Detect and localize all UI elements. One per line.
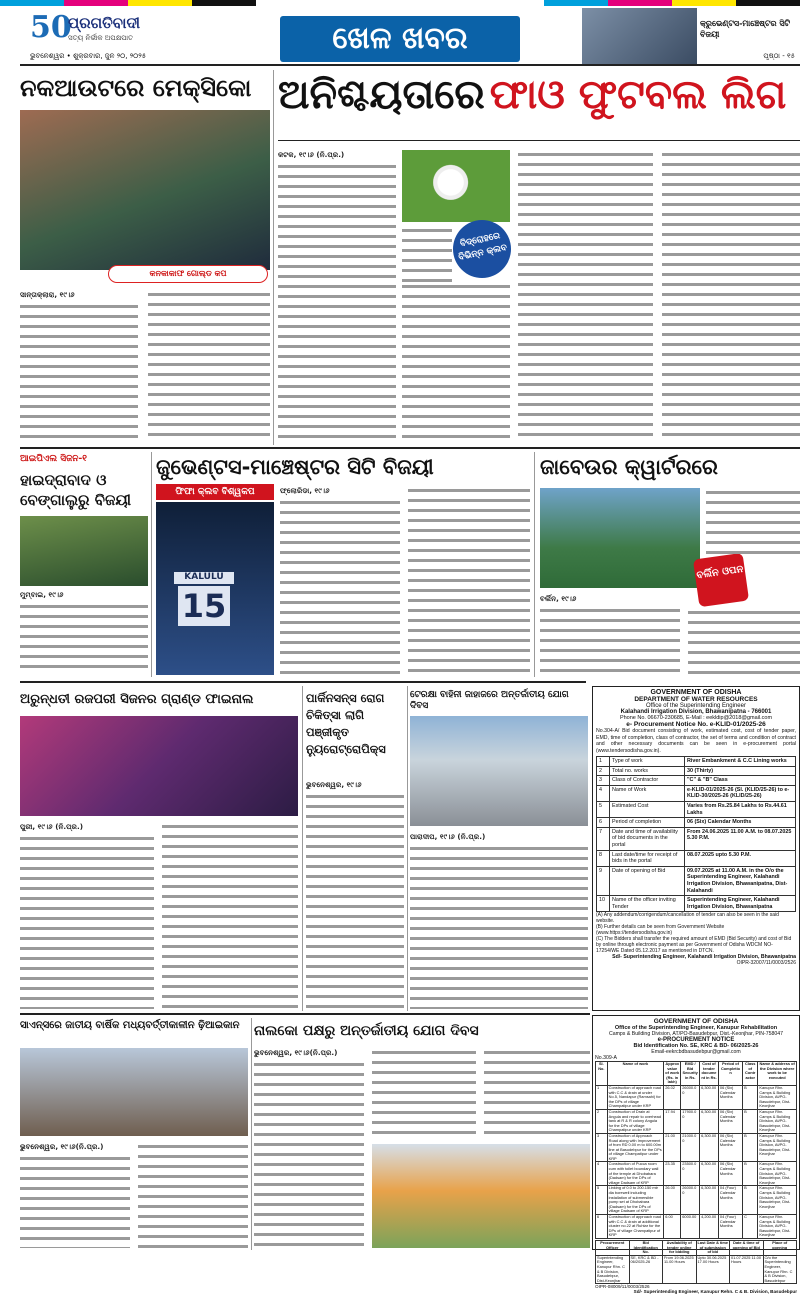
yoga-coast-body bbox=[410, 844, 588, 1009]
section-rule bbox=[20, 447, 800, 449]
tender2-footer-header: Bid Identification No. bbox=[629, 1240, 663, 1255]
tender1-cell: Type of work bbox=[610, 757, 685, 767]
tender2-row bbox=[596, 1133, 797, 1162]
tender1-row bbox=[597, 766, 796, 776]
ipl-dateline: ମୁମ୍ବାଇ, ୧୯।୬ bbox=[20, 590, 64, 599]
tender1-dept: DEPARTMENT OF WATER RESOURCES bbox=[634, 696, 758, 703]
tennis-badge-text: ବର୍ଲିନ ଓପନ bbox=[695, 563, 745, 582]
fifa-badge-text: ବିଦ୍ରୋହରେ ବିଭିନ୍ନ କ୍ଲବ bbox=[457, 231, 509, 263]
tender1-notice: e- Procurement Notice No. e-KLID-01/2025-26 bbox=[626, 721, 766, 728]
nalco-yoga-photo bbox=[372, 1144, 590, 1248]
ipl-body bbox=[20, 602, 148, 674]
column-divider bbox=[534, 452, 535, 677]
tender2-cell: B bbox=[743, 1085, 758, 1109]
nalco-body-col3 bbox=[484, 1048, 590, 1140]
club-wc-photo bbox=[156, 502, 274, 675]
tender1-table bbox=[596, 756, 796, 912]
tender1-cell: "C" & "B" Class bbox=[685, 776, 796, 786]
promo-photo bbox=[582, 8, 697, 64]
tender1-row bbox=[597, 818, 796, 828]
fifa-dateline: କଟକ, ୧୯।୬ (ନି.ପ୍ର.) bbox=[278, 150, 345, 159]
tender2-office: Office of the Superintending Engineer, Kanupur Rehabilitation bbox=[614, 1025, 778, 1031]
tender1-footer1: (A) Any addendum/corrigendum/cancellation of tender can also be seen in the said website. bbox=[596, 912, 779, 925]
dateline: ଭୁବନେଶ୍ୱର • ଶୁକ୍ରବାର, ଜୁନ ୨୦, ୨୦୨୫ bbox=[30, 52, 147, 60]
tender1-cell: Class of Contractor bbox=[610, 776, 685, 786]
nalco-dateline: ଭୁବନେଶ୍ୱର, ୧୯।୬(ନି.ପ୍ର.) bbox=[254, 1048, 338, 1057]
column-divider bbox=[273, 70, 274, 445]
tennis-dateline: ବର୍ଲିନ, ୧୯।୬ bbox=[540, 594, 577, 603]
tender1-phone: Phone No. 06670-230685, E-Mail : eekldip@2018@gmail.com bbox=[619, 715, 773, 721]
tender1-row bbox=[597, 785, 796, 801]
parkinson-body bbox=[306, 792, 404, 1009]
mexico-headline: ନକଆଉଟରେ ମେକ୍ସିକୋ bbox=[20, 74, 252, 102]
tender1-cell: Total no. works bbox=[610, 766, 685, 776]
club-wc-body-col1 bbox=[280, 498, 400, 675]
club-wc-dateline: ଫ୍ଲୋରିଡା, ୧୯।୬ bbox=[280, 486, 330, 495]
tender2-cell: 6,300.00 bbox=[700, 1162, 719, 1186]
conference-dateline: ଭୁବନେଶ୍ୱର, ୧୯।୬(ନି.ପ୍ର.) bbox=[20, 1142, 104, 1151]
mexico-body-col1 bbox=[20, 302, 138, 442]
section-title bbox=[280, 16, 520, 62]
tender2-header: Cost of tender document in Rs. bbox=[700, 1062, 719, 1086]
tender2-cell: 06 (Six) Calendar Months bbox=[718, 1109, 742, 1133]
parkinson-dateline: ଭୁବନେଶ୍ୱର, ୧୯।୬ bbox=[306, 780, 362, 789]
tennis-story bbox=[540, 452, 800, 677]
conference-story bbox=[20, 1018, 248, 1250]
tender2-cell: B bbox=[743, 1186, 758, 1215]
tender1-cell: Superintending Engineer, Kalahandi Irrigation Division, Bhawanipatna bbox=[685, 896, 796, 912]
tender1-row bbox=[597, 827, 796, 850]
mexico-body-col2 bbox=[148, 290, 270, 442]
tender1-footer2: (B) Further details can be seen from Government Website (www.https://tendersodisha.gov.in) bbox=[596, 924, 725, 937]
tender2-header: Name of work bbox=[607, 1062, 664, 1086]
tender2-cell: B bbox=[743, 1109, 758, 1133]
arundhati-body-col2 bbox=[162, 822, 298, 1009]
column-divider bbox=[302, 686, 303, 1011]
tender2-header: Name & address of the Division where work to be executed bbox=[758, 1062, 797, 1086]
tender2-cell: Kanupur Rhn. Camps & Building Division, At/PO-Basudebpur, Dist-Keonjhar bbox=[758, 1109, 797, 1133]
masthead bbox=[0, 0, 800, 66]
tender2-cell: 06 (Six) Calendar Months bbox=[718, 1133, 742, 1162]
tender1-cell: 5 bbox=[597, 801, 610, 817]
tender1-footer3: (C) The Bidders shall transfer the required amount of EMD (Bid Security) and cost of Bid by online through electronic payment as per Government of Odisha WDCM NO-17254/WE Dated 05.12.2017 as mentioned in DTCN. bbox=[596, 936, 792, 955]
tender2-row bbox=[596, 1162, 797, 1186]
fifa-headline bbox=[278, 72, 800, 136]
tender2-footer-cell: Upto 30.06.2025 17.00 Hours bbox=[696, 1255, 730, 1284]
fifa-lead-story bbox=[278, 70, 800, 445]
tender-notice-kanupur bbox=[592, 1015, 800, 1294]
tender2-cell: 26000.00 bbox=[681, 1186, 700, 1215]
tennis-body-col3 bbox=[688, 608, 800, 674]
tender2-header: Period of Completion bbox=[718, 1062, 742, 1086]
arundhati-dateline: ପୁରୀ, ୧୯।୬ (ନି.ପ୍ର.) bbox=[20, 822, 83, 831]
fifty-years-number: 50 bbox=[30, 10, 72, 45]
yoga-coast-dateline: ପାରାଦୀପ, ୧୯।୬ (ନି.ପ୍ର.) bbox=[410, 832, 486, 841]
tender2-signature: Sd/- Superintending Engineer, Kanupur Rehn. C & B. Division, Basudebpur bbox=[633, 1289, 797, 1294]
tender2-gov: GOVERNMENT OF ODISHA bbox=[653, 1018, 739, 1025]
tender2-cell: 23500.00 bbox=[681, 1162, 700, 1186]
tender1-cell: 2 bbox=[597, 766, 610, 776]
tender2-cell: 1 bbox=[596, 1085, 608, 1109]
tender1-row bbox=[597, 776, 796, 786]
fifa-headline-part2: ଫାଓ ଫୁଟବଲ ଲିଗ bbox=[489, 72, 787, 118]
conference-photo bbox=[20, 1048, 248, 1136]
tender1-cell: 4 bbox=[597, 785, 610, 801]
ipl-headline: ହାଇଦ୍ରାବାଦ ଓ ବେଙ୍ଗାଲୁରୁ ବିଜୟୀ bbox=[20, 471, 131, 509]
arundhati-photo bbox=[20, 716, 298, 816]
tender1-cell: Date and time of availability of bid documents in the portal bbox=[610, 827, 685, 850]
tender1-cell: 09.07.2025 at 11.00 A.M. in the O/o the Superintending Engineer, Kalahandi Irrigation Division, Bhawanipatna, Dist-Kalahandi bbox=[685, 866, 796, 895]
tender2-email: Email-eekrcbdbasudebpur@gmail.com bbox=[651, 1049, 741, 1055]
tender2-cell: Kanupur Rhn. Camps & Building Division, At/PO-Basudebpur, Dist-Keonjhar bbox=[758, 1186, 797, 1215]
tender1-cell: 08.07.2025 upto 5.30 P.M. bbox=[685, 850, 796, 866]
tender1-cell: Estimated Cost bbox=[610, 801, 685, 817]
tender1-row bbox=[597, 850, 796, 866]
tender1-cell: Varies from Rs.25.84 Lakhs to Rs.44.61 Lakhs bbox=[685, 801, 796, 817]
paper-name: ପ୍ରଗତିବାଦୀ bbox=[68, 14, 141, 32]
tender1-signature: Sd/- Superintending Engineer, Kalahandi Irrigation Division, Bhawanipatna bbox=[612, 954, 796, 961]
tender2-header: Approx value of work (Rs. in lakh) bbox=[665, 1061, 680, 1085]
tender1-cell: 7 bbox=[597, 827, 610, 850]
nalco-headline: ନାଲକୋ ପକ୍ଷରୁ ଅନ୍ତର୍ଜାତୀୟ ଯୋଗ ଦିବସ bbox=[254, 1023, 479, 1039]
yoga-coast-photo bbox=[410, 716, 588, 826]
tender2-footer-cell: Superintending Engineer, Kanupur Rhn. C & B Division, Basudebpur, Dist-Keonjhar bbox=[596, 1255, 630, 1284]
tender1-cell: 6 bbox=[597, 818, 610, 828]
tender2-cell: 26.02 bbox=[664, 1085, 681, 1109]
fifa-body-col1 bbox=[278, 162, 396, 442]
tender1-office: Office of the Superintending Engineer bbox=[646, 703, 746, 709]
tender1-bid-text: No.304-A/ Bid document consisting of work, estimated cost, cost of tender paper, EMD, time of completion, class of contractor, the set of terms and condition of contract and other necessary documents can be seen in e-procurement portal (www.tendersodisha.gov.in). bbox=[596, 728, 796, 754]
club-wc-banner bbox=[156, 484, 274, 500]
tender2-cell: 06 (Six) Calendar Months bbox=[718, 1085, 742, 1109]
mexico-subtag-text: କନକାକାଫ ଗୋଲ୍ଡ କପ bbox=[149, 269, 227, 278]
tender2-footer-header: Date & time of opening of Bid bbox=[730, 1240, 764, 1255]
tender2-cell: 17.94 bbox=[664, 1109, 681, 1133]
fifa-football-photo bbox=[402, 150, 510, 222]
tender2-header: Sl. No. bbox=[596, 1062, 608, 1086]
tender2-camps: Camps & Building Division, AT/PO-Basudebpur, Dist.-Keonjhar, PIN-758047 bbox=[608, 1031, 784, 1037]
tender1-cell: Last date/time for receipt of bids in the portal bbox=[610, 850, 685, 866]
tender2-row bbox=[596, 1085, 797, 1109]
club-wc-headline: ଜୁଭେଣ୍ଟସ-ମାଞ୍ଚେଷ୍ଟର ସିଟି ବିଜୟୀ bbox=[156, 455, 434, 479]
section-title-text: ଖେଳ ଖବର bbox=[332, 21, 468, 56]
tender2-cell: Kanupur Rhn. Camps & Building Division, At/PO-Basudebpur, Dist-Keonjhar bbox=[758, 1215, 797, 1239]
nalco-body-col1 bbox=[254, 1060, 364, 1248]
tender2-cell: 6,300.00 bbox=[700, 1133, 719, 1162]
tender2-row bbox=[596, 1215, 797, 1239]
club-wc-banner-text: ଫିଫା କ୍ଲବ ବିଶ୍ୱକପ bbox=[175, 487, 255, 497]
section-rule bbox=[20, 1013, 590, 1015]
tender1-cell: Name of Work bbox=[610, 785, 685, 801]
tender1-cell: 06 (Six) Calendar Months bbox=[685, 818, 796, 828]
tender1-cell: e-KLID-01/2025-26 (Sl. (KLID/25-26) to e-KLID-30/2025-26 (KLID/25-26) bbox=[685, 785, 796, 801]
tennis-badge bbox=[693, 553, 749, 607]
column-divider bbox=[407, 686, 408, 1011]
tender2-bid-id: Bid Identification No. SE, KRC & BD- 06/2025-26 bbox=[633, 1043, 759, 1049]
tender-notice-kalahandi bbox=[592, 686, 800, 1011]
ipl-kicker: ଆଇପିଏଲ ସିଜନ-୧ bbox=[20, 454, 87, 464]
tennis-photo bbox=[540, 488, 700, 588]
tender2-footer-header: Place of opening bbox=[763, 1240, 797, 1255]
tender1-circle: Kalahandi Irrigation Division, Bhawanipatna - 766001 bbox=[620, 709, 772, 715]
tender2-cell: 6 bbox=[596, 1215, 608, 1239]
tender2-cell: 21000.00 bbox=[681, 1133, 700, 1162]
tender1-gov: GOVERNMENT OF ODISHA bbox=[650, 689, 742, 696]
arundhati-body-col1 bbox=[20, 834, 154, 1009]
conference-body-col1 bbox=[20, 1154, 130, 1248]
tender2-footer-header: Last Date & time of submission of bid bbox=[697, 1239, 728, 1255]
tender2-cell: 6,300.00 bbox=[700, 1085, 719, 1109]
tender2-row bbox=[596, 1186, 797, 1215]
fifa-body-col4 bbox=[662, 150, 800, 442]
tender2-cell: B bbox=[743, 1162, 758, 1186]
page-number: ପୃଷ୍ଠା - ୧୫ bbox=[763, 52, 795, 60]
parkinson-story bbox=[306, 686, 404, 1011]
ipl-photo bbox=[20, 516, 148, 586]
fifa-body-col2b bbox=[402, 282, 510, 442]
tender2-cell: 23.35 bbox=[664, 1162, 681, 1186]
tender2-cell: 06 (Six) Calendar Months bbox=[718, 1162, 742, 1186]
tennis-body-col2 bbox=[706, 488, 800, 554]
tender2-cell: Kanupur Rhn. Camps & Building Division, At/PO-Basudebpur, Dist-Keonjhar bbox=[758, 1133, 797, 1162]
mexico-photo bbox=[20, 110, 270, 270]
jersey-number: 15 bbox=[178, 586, 230, 626]
tender2-cell: 4 bbox=[596, 1162, 608, 1186]
masthead-rule bbox=[20, 64, 800, 66]
tender2-cell: 6.00 bbox=[664, 1215, 681, 1239]
tender2-cell: Construction of approach road with C.C & drain at additional cluster no.22 at Ruhtar for the DPs of village Champatipur of KRP bbox=[607, 1215, 664, 1239]
tender2-cell: 6,300.00 bbox=[700, 1109, 719, 1133]
yoga-coast-story bbox=[410, 686, 588, 1011]
tender2-oipr: OIPR-08009/11/0003/2526 bbox=[595, 1284, 650, 1290]
conference-body-col2 bbox=[138, 1142, 248, 1248]
mexico-dateline: ସାନ୍ତାକ୍ଲାରା, ୧୯।୬ bbox=[20, 290, 75, 299]
yoga-coast-headline: ଟେରକ୍ଷା ବାହିନୀ ଜାହାଜରେ ଅନ୍ତର୍ଜାତୀୟ ଯୋଗ ଦିବସ bbox=[410, 690, 569, 711]
tender2-cell: C bbox=[743, 1215, 758, 1239]
club-wc-story bbox=[156, 452, 530, 677]
arundhati-story bbox=[20, 686, 298, 1011]
tender2-cell: 2 bbox=[596, 1109, 608, 1133]
tender2-table bbox=[595, 1061, 797, 1239]
tender2-cell: Construction of approach road with C.C & drain at under No.5, Nandapur (Ramsahi) for the DPs of village Champatipur under KRP bbox=[607, 1085, 664, 1109]
paper-tagline: ସତ୍ୟ ନିର୍ଭୀକ ଅପକ୍ଷପାତ bbox=[68, 34, 134, 42]
tender2-cell: 26.00 bbox=[664, 1186, 681, 1215]
tender1-cell: 30 (Thirty) bbox=[685, 766, 796, 776]
conference-headline: ସାଏନ୍ସରେ ଜାତୀୟ ବାର୍ଷିକ ମଧ୍ୟବର୍ତ୍ତୀକାଳୀନ ଢ଼ିଆଇକାନ bbox=[20, 1020, 240, 1031]
tennis-body-col1 bbox=[540, 606, 680, 674]
tender2-footer-header: Availability of tender online for bidding bbox=[663, 1240, 697, 1255]
tender2-header: Class of Contractor bbox=[743, 1062, 758, 1086]
tender2-footer-cell: 01.07.2025 11.00 Hours bbox=[730, 1255, 764, 1284]
tender1-cell: 3 bbox=[597, 776, 610, 786]
tender2-no: No.309-A bbox=[595, 1055, 617, 1061]
tender2-cell: Kanupur Rhn. Camps & Building Division, At/PO-Basudebpur, Dist-Keonjhar bbox=[758, 1085, 797, 1109]
tender2-footer-header: Procurement Officer bbox=[596, 1240, 630, 1255]
section-rule bbox=[20, 681, 586, 683]
parkinson-headline: ପାର୍କିନସନ୍ସ ରୋଗ ଚିକିତ୍ସା ଲାଗି ପଞ୍ଜୀକୃତ ନ୍ୟୁରୋଟ୍ରୋପିକ୍ସ bbox=[306, 691, 386, 756]
tender1-row bbox=[597, 801, 796, 817]
promo-text: କ୍ରୁଭେଣ୍ଟସ-ମାଞ୍ଚେଷ୍ଟର ସିଟି ବିଜୟୀ bbox=[700, 19, 791, 39]
mexico-subtag bbox=[108, 265, 268, 283]
tender2-cell: Construction of Pucca room cum with toilet boundary wall of the temple at Dhobabara (Dadsam) for the DPs of village Dadsam of KRP bbox=[607, 1162, 664, 1186]
tender2-header: EMD / Bid Security in Rs. bbox=[681, 1062, 700, 1086]
mexico-story bbox=[20, 70, 270, 445]
tender2-row bbox=[596, 1109, 797, 1133]
tender2-cell: 6,300.00 bbox=[700, 1186, 719, 1215]
tender1-cell: Date of opening of Bid bbox=[610, 866, 685, 895]
tender2-cell: 4,200.00 bbox=[700, 1215, 719, 1239]
tender2-cell: 04 (Four) Calendar Months bbox=[718, 1186, 742, 1215]
ipl-story bbox=[20, 452, 148, 677]
tender1-cell: 10 bbox=[597, 896, 610, 912]
tender1-cell: 8 bbox=[597, 850, 610, 866]
tender1-oipr: OIPR-32007/11/0003/2526 bbox=[736, 960, 796, 967]
column-divider bbox=[151, 452, 152, 677]
tender2-cell: 3 bbox=[596, 1133, 608, 1162]
tender2-footer-table bbox=[595, 1240, 797, 1284]
tender2-cell: Linking of 0.0 to 200.150 mtr dia borewell including installation of submersible pump set at Dhobabara (Dadsam) for the DPs of village Dadsam of KRP bbox=[607, 1186, 664, 1215]
tender2-footer-cell: SE, KRC & BD - 06/2025-26 bbox=[629, 1255, 663, 1284]
tender1-cell: Period of completion bbox=[610, 818, 685, 828]
tender1-cell: Name of the officer inviting Tender bbox=[610, 896, 685, 912]
fifa-body-col3 bbox=[518, 150, 653, 442]
tender2-cell: B bbox=[743, 1133, 758, 1162]
tender2-cell: 5 bbox=[596, 1186, 608, 1215]
tender2-cell: 17900.00 bbox=[681, 1109, 700, 1133]
nalco-story bbox=[254, 1018, 590, 1250]
fifty-years-logo bbox=[30, 10, 70, 46]
club-wc-body-col2 bbox=[408, 486, 530, 675]
tender2-cell: 6000.00 bbox=[681, 1215, 700, 1239]
tender1-row bbox=[597, 896, 796, 912]
tender1-cell: River Embankment & C.C Lining works bbox=[685, 757, 796, 767]
tender1-row bbox=[597, 866, 796, 895]
tender2-cell: Construction of Drain at Angula and repair to overhead tank at R & R colony Angula for the DPs of village Champatipur under KRP bbox=[607, 1109, 664, 1133]
nalco-body-col2 bbox=[372, 1048, 476, 1140]
column-divider bbox=[251, 1018, 252, 1250]
fifa-badge bbox=[448, 215, 517, 284]
jersey-name: KALULU bbox=[174, 572, 234, 584]
tender2-cell: Kanupur Rhn. Camps & Building Division, At/PO-Basudebpur, Dist-Keonjhar bbox=[758, 1162, 797, 1186]
tender1-cell: From 24.06.2025 11.00 A.M. to 08.07.2025 5.30 P.M. bbox=[685, 827, 796, 850]
arundhati-headline: ଅରୁନ୍ଧତୀ ରଜପରୀ ସିଜନର ଗ୍ରାଣ୍ଡ ଫାଇନାଲ bbox=[20, 692, 254, 707]
fifa-headline-rule bbox=[278, 140, 800, 141]
tender1-row bbox=[597, 757, 796, 767]
tender2-cell: Construction of Approach Road along with Improvement of from RD 0.00 m to 600.00m line at Basudebpur for the DPs of village Champatipur under KRP bbox=[607, 1133, 664, 1162]
tender2-cell: 26000.00 bbox=[681, 1085, 700, 1109]
tender2-footer-cell: From 19.06.2025 11.00 Hours bbox=[663, 1255, 697, 1284]
tender2-footer-cell: O/o the Superintending Engineer, Kanupur Rhn. C & B Division, Basudebpur bbox=[763, 1255, 797, 1284]
color-registration-bar bbox=[0, 0, 800, 6]
fifa-headline-part1: ଅନିଶ୍ଚୟତାରେ bbox=[278, 72, 485, 118]
tender2-notice: e-PROCUREMENT NOTICE bbox=[657, 1037, 735, 1043]
tender2-cell: 04 (Four) Calendar Months bbox=[718, 1215, 742, 1239]
tender1-cell: 1 bbox=[597, 757, 610, 767]
tennis-headline: ଜାବେଉର କ୍ୱାର୍ଟରରେ bbox=[540, 455, 718, 479]
tender1-cell: 9 bbox=[597, 866, 610, 895]
tender2-cell: 21.00 bbox=[664, 1133, 681, 1162]
